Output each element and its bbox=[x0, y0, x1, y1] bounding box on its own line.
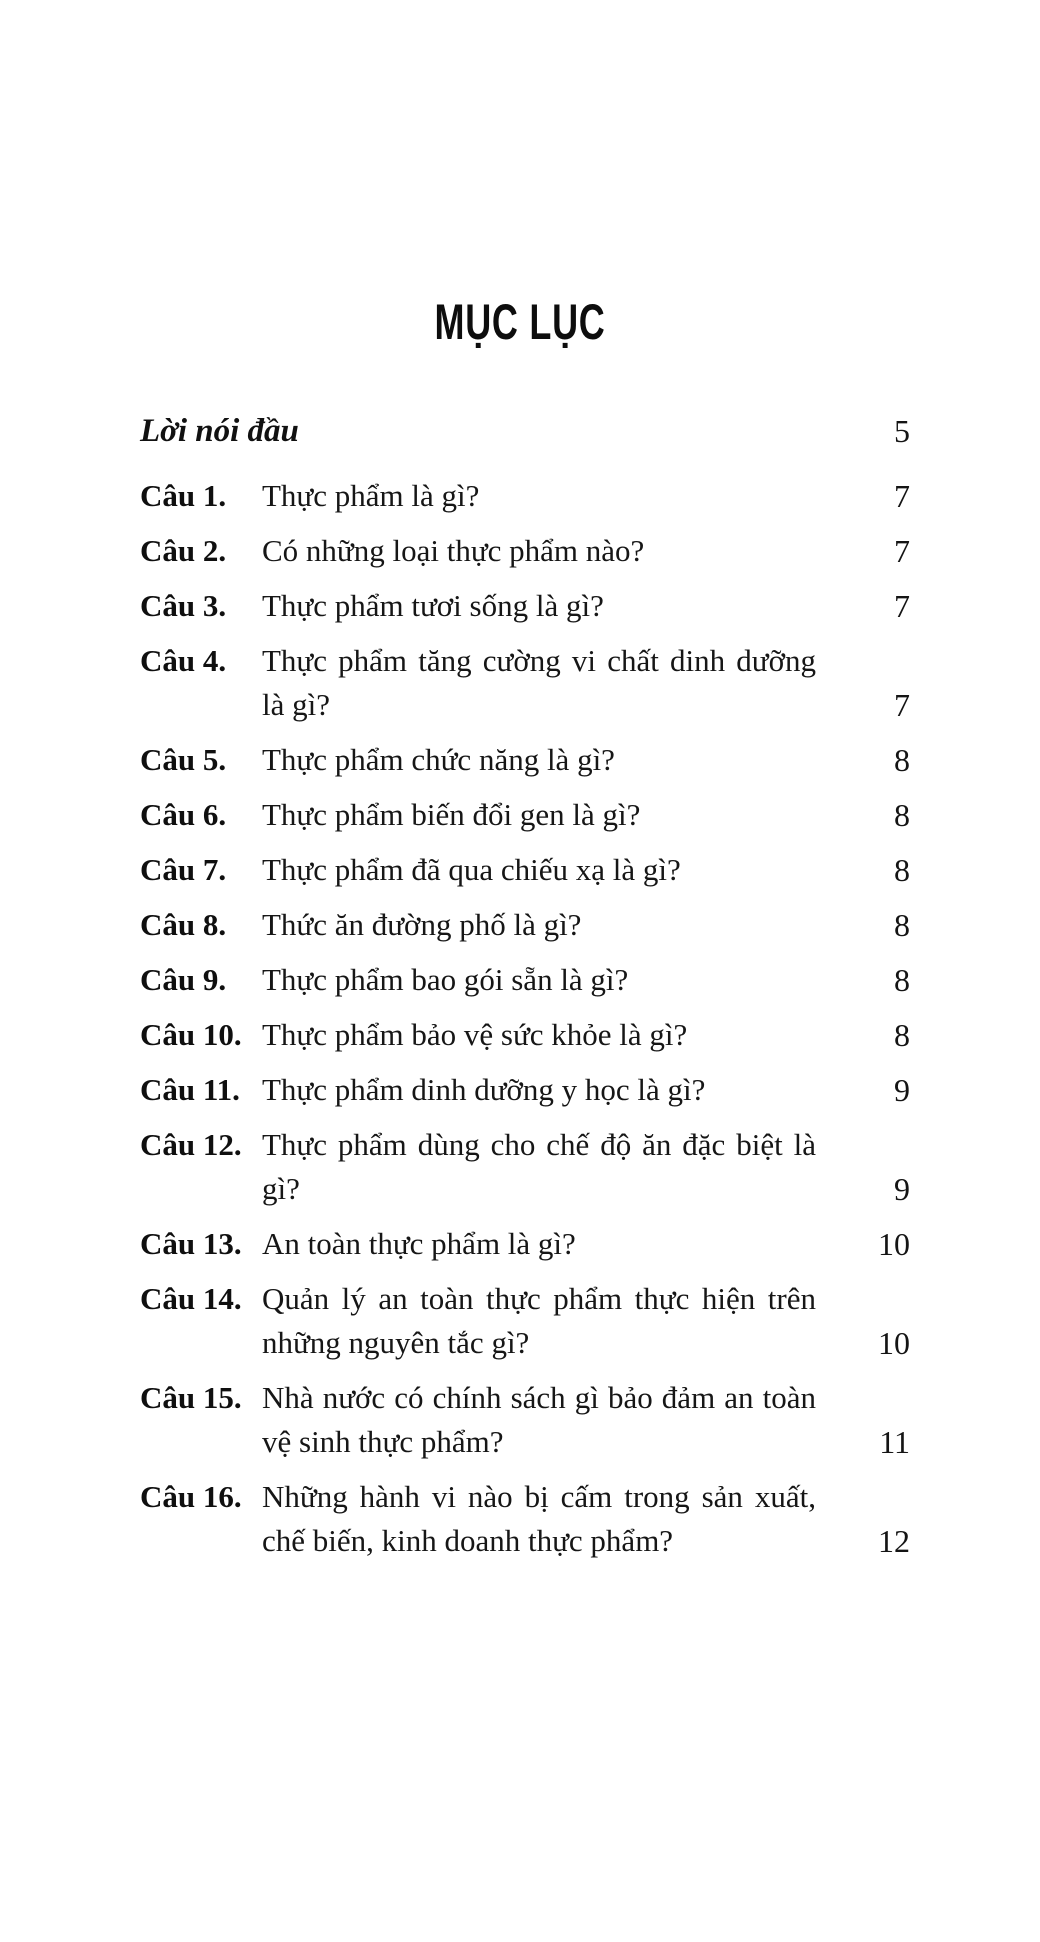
toc-entry bbox=[140, 1376, 910, 1464]
page-title: MỤC LỤC bbox=[434, 294, 606, 350]
toc-entry-label: Câu 9. bbox=[140, 962, 227, 997]
toc-entry-title: Quản lý an toàn thực phẩm thực hiện trên những nguyên tắc gì? bbox=[262, 1281, 816, 1360]
toc-entry bbox=[140, 1475, 910, 1563]
toc-entry-title: Thực phẩm dùng cho chế độ ăn đặc biệt là gì? bbox=[262, 1127, 816, 1206]
toc-entry-label: Câu 6. bbox=[140, 797, 227, 832]
toc-entry-label: Câu 10. bbox=[140, 1017, 242, 1052]
preface-label: Lời nói đầu bbox=[140, 413, 299, 449]
toc-entry-title: Thực phẩm là gì? bbox=[262, 478, 480, 513]
toc-entry bbox=[140, 738, 910, 782]
toc-entry-label: Câu 12. bbox=[140, 1127, 242, 1162]
toc-entry-label: Câu 4. bbox=[140, 643, 227, 678]
toc-entry bbox=[140, 1277, 910, 1365]
toc-entry-label: Câu 3. bbox=[140, 588, 227, 623]
toc-entry-label: Câu 16. bbox=[140, 1479, 242, 1514]
toc-entry-title: Nhà nước có chính sách gì bảo đảm an toàn vệ sinh thực phẩm? bbox=[262, 1380, 816, 1459]
preface-page-number: 5 bbox=[894, 413, 910, 449]
toc-entry bbox=[140, 1068, 910, 1112]
toc-entry-page: 8 bbox=[894, 852, 910, 888]
toc-entry bbox=[140, 1123, 910, 1211]
table-of-contents bbox=[140, 408, 910, 1563]
toc-entry-title: Có những loại thực phẩm nào? bbox=[262, 533, 645, 568]
toc-entry bbox=[140, 903, 910, 947]
toc-entry-page: 8 bbox=[894, 797, 910, 833]
toc-entry-label: Câu 1. bbox=[140, 478, 227, 513]
toc-entry-label: Câu 11. bbox=[140, 1072, 240, 1107]
toc-entry bbox=[140, 639, 910, 727]
scanned-book-page bbox=[0, 296, 1040, 1942]
toc-entry-page: 7 bbox=[894, 478, 910, 514]
toc-entry-page: 8 bbox=[894, 907, 910, 943]
toc-entry-page: 7 bbox=[894, 588, 910, 624]
toc-entry-page: 12 bbox=[878, 1523, 910, 1559]
toc-entry-page: 7 bbox=[894, 533, 910, 569]
toc-entry bbox=[140, 1013, 910, 1057]
toc-entry bbox=[140, 1222, 910, 1266]
toc-entry bbox=[140, 474, 910, 518]
toc-entry-page: 8 bbox=[894, 962, 910, 998]
toc-entry bbox=[140, 529, 910, 573]
toc-entry-title: An toàn thực phẩm là gì? bbox=[262, 1226, 576, 1261]
toc-entry-page: 8 bbox=[894, 1017, 910, 1053]
toc-entry-page: 10 bbox=[878, 1226, 910, 1262]
toc-entry-title: Thực phẩm tươi sống là gì? bbox=[262, 588, 604, 623]
toc-entry-title: Thực phẩm dinh dưỡng y học là gì? bbox=[262, 1072, 706, 1107]
toc-entry-title: Thực phẩm tăng cường vi chất dinh dưỡng là gì? bbox=[262, 643, 816, 722]
toc-entry-page: 8 bbox=[894, 742, 910, 778]
toc-entry bbox=[140, 958, 910, 1002]
toc-entry-label: Câu 7. bbox=[140, 852, 227, 887]
toc-entry-label: Câu 8. bbox=[140, 907, 227, 942]
toc-entry-title: Thức ăn đường phố là gì? bbox=[262, 907, 582, 942]
toc-entry-page: 10 bbox=[878, 1325, 910, 1361]
toc-entry-title: Thực phẩm chức năng là gì? bbox=[262, 742, 615, 777]
toc-entry-label: Câu 5. bbox=[140, 742, 227, 777]
toc-entry-page: 7 bbox=[894, 687, 910, 723]
toc-entry-label: Câu 14. bbox=[140, 1281, 242, 1316]
toc-entry-label: Câu 13. bbox=[140, 1226, 242, 1261]
toc-entry bbox=[140, 584, 910, 628]
toc-entry-title: Những hành vi nào bị cấm trong sản xuất, chế biến, kinh doanh thực phẩm? bbox=[262, 1479, 816, 1558]
toc-entry-title: Thực phẩm đã qua chiếu xạ là gì? bbox=[262, 852, 681, 887]
toc-entry-list bbox=[140, 474, 910, 1563]
toc-entry-title: Thực phẩm bao gói sẵn là gì? bbox=[262, 962, 629, 997]
toc-entry-page: 9 bbox=[894, 1171, 910, 1207]
toc-entry-title: Thực phẩm bảo vệ sức khỏe là gì? bbox=[262, 1017, 688, 1052]
toc-entry-title: Thực phẩm biến đổi gen là gì? bbox=[262, 797, 641, 832]
toc-entry-page: 9 bbox=[894, 1072, 910, 1108]
toc-entry bbox=[140, 848, 910, 892]
toc-entry-page: 11 bbox=[879, 1424, 910, 1460]
toc-entry-label: Câu 15. bbox=[140, 1380, 242, 1415]
toc-entry bbox=[140, 793, 910, 837]
toc-preface bbox=[140, 408, 910, 454]
toc-entry-label: Câu 2. bbox=[140, 533, 227, 568]
